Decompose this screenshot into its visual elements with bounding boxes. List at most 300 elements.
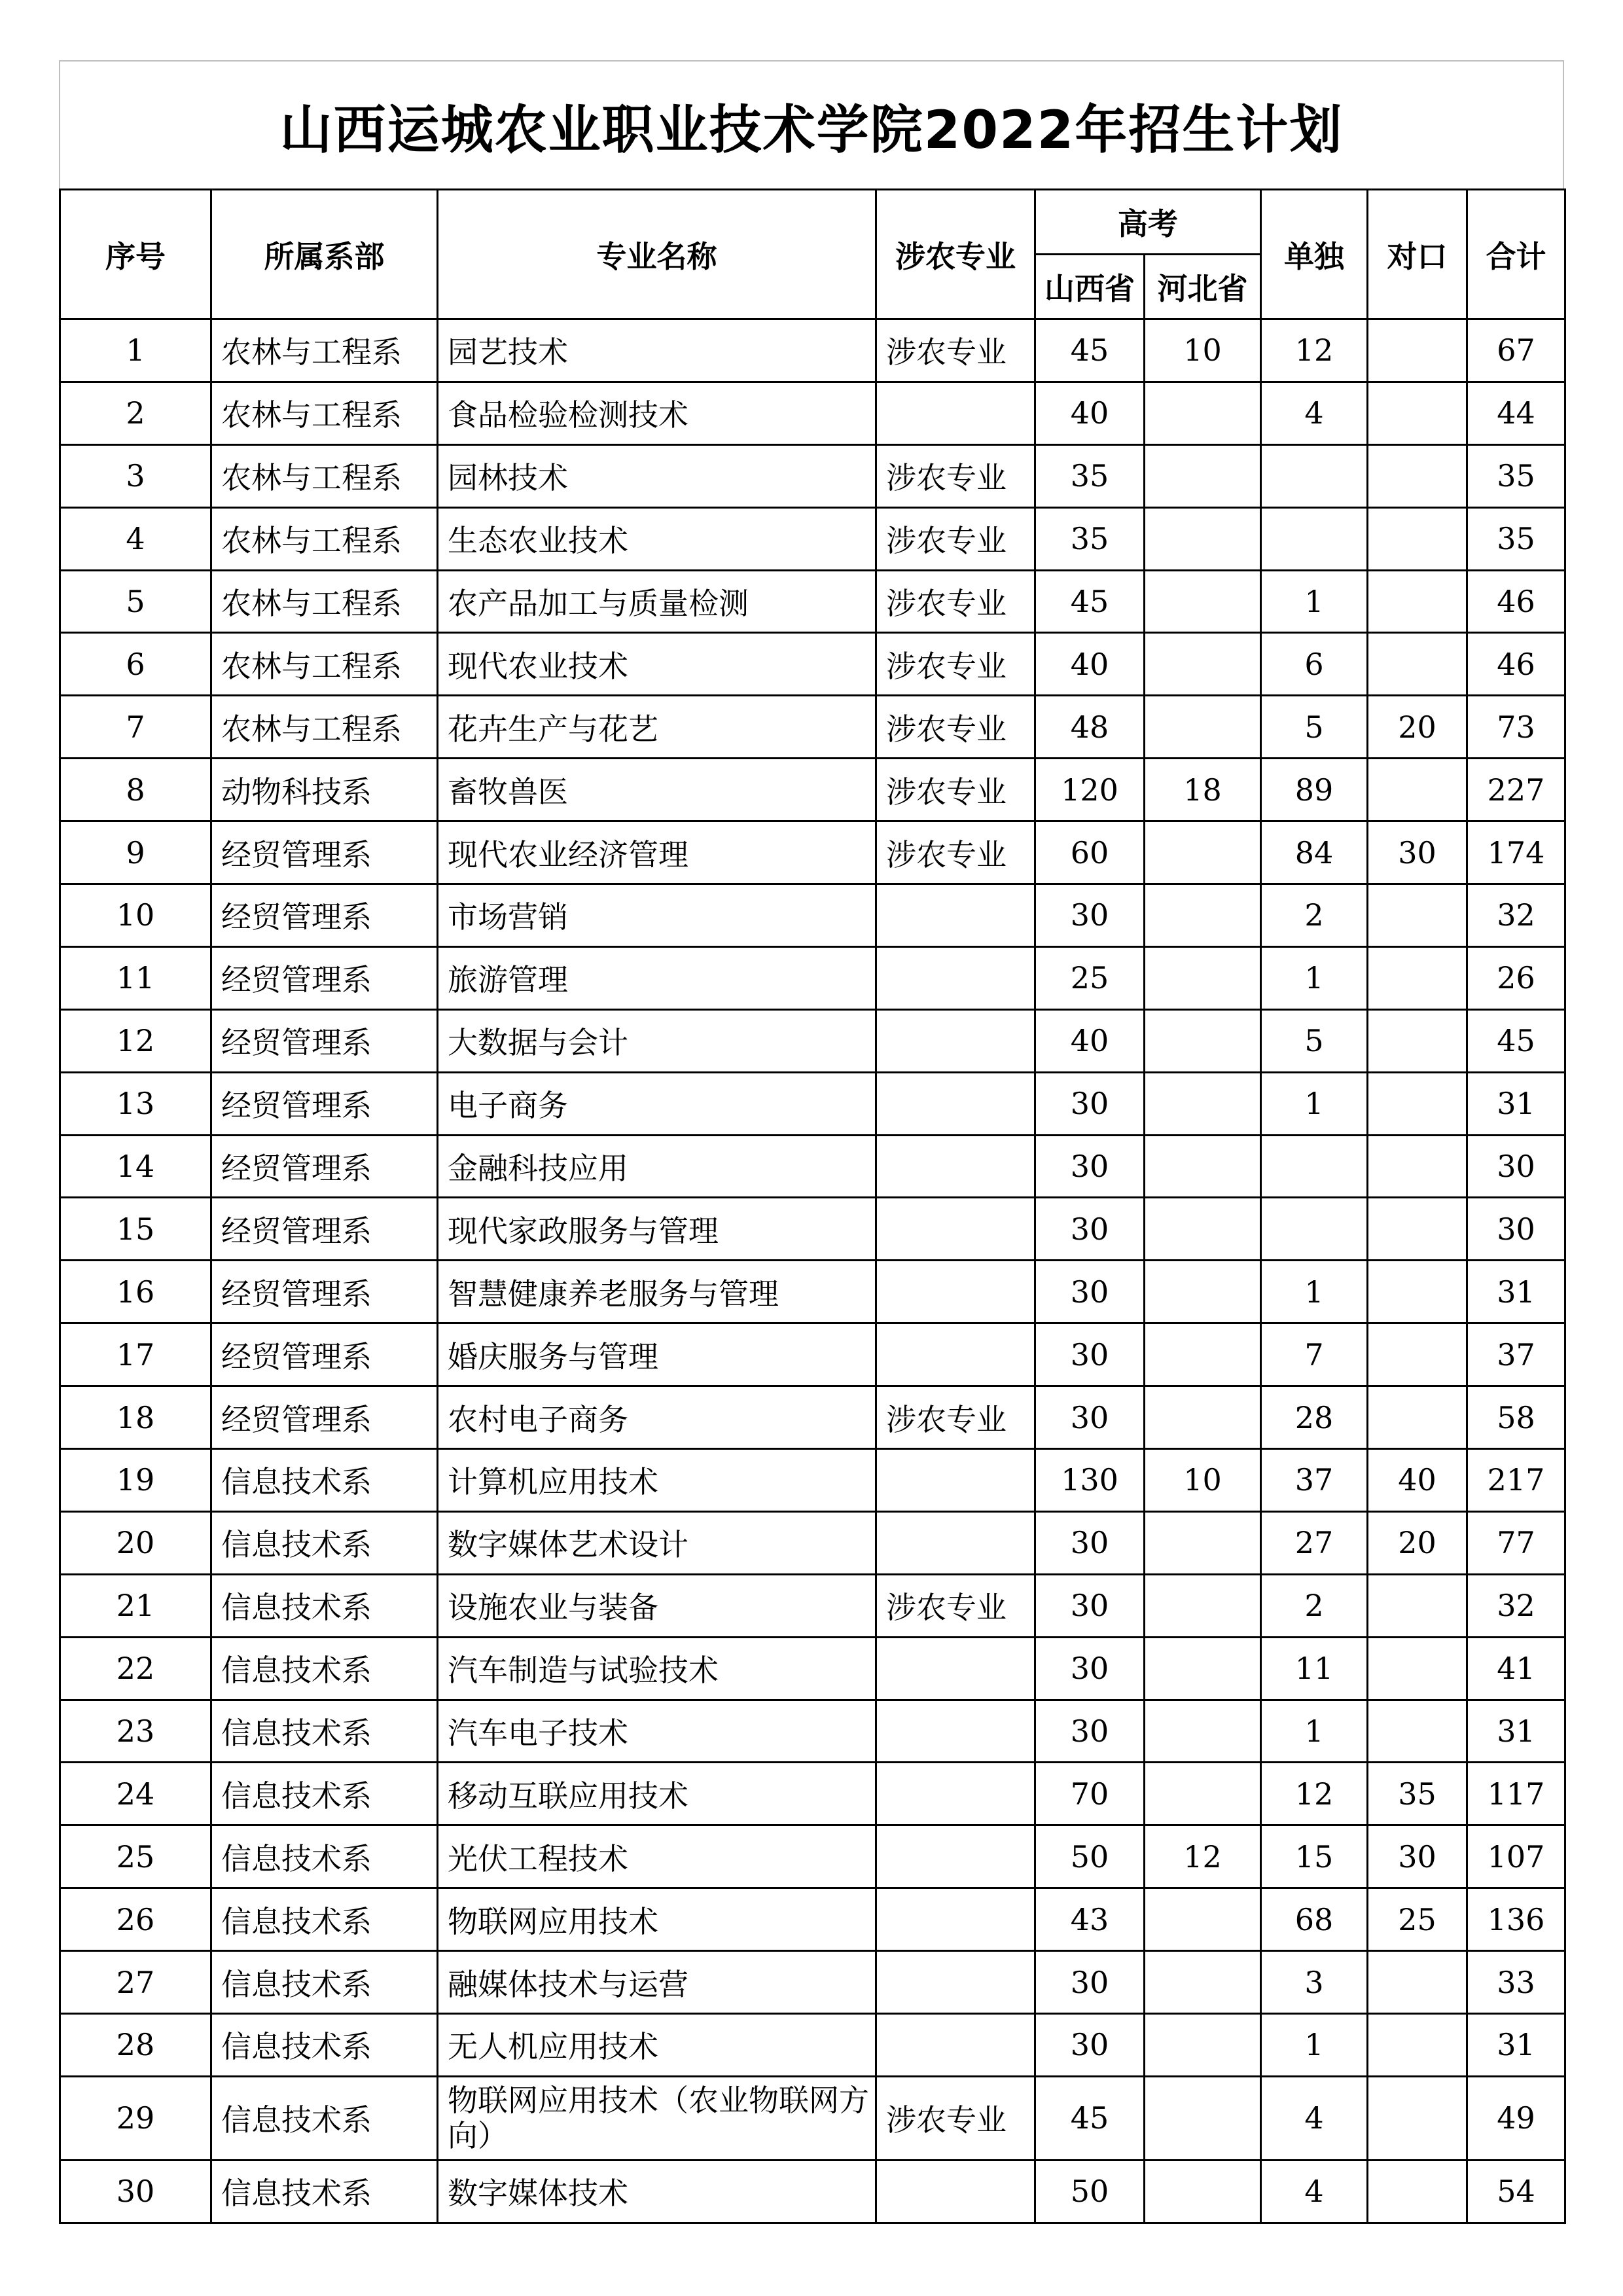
cell-duikou bbox=[1368, 884, 1467, 947]
cell-agri: 涉农专业 bbox=[876, 570, 1035, 633]
cell-single: 15 bbox=[1261, 1825, 1368, 1888]
cell-major: 现代农业技术 bbox=[438, 633, 876, 696]
cell-duikou bbox=[1368, 759, 1467, 821]
cell-total: 44 bbox=[1467, 382, 1565, 444]
cell-single: 12 bbox=[1261, 1763, 1368, 1825]
cell-hebei bbox=[1145, 1888, 1261, 1951]
cell-hebei bbox=[1145, 1072, 1261, 1135]
cell-shanxi: 43 bbox=[1035, 1888, 1145, 1951]
cell-shanxi: 45 bbox=[1035, 319, 1145, 382]
enrollment-table bbox=[59, 188, 1566, 2224]
cell-seq: 17 bbox=[60, 1323, 211, 1386]
table-row bbox=[60, 1511, 1565, 1574]
table-row bbox=[60, 1888, 1565, 1951]
cell-dept: 信息技术系 bbox=[211, 1888, 438, 1951]
cell-total: 35 bbox=[1467, 444, 1565, 507]
cell-shanxi: 30 bbox=[1035, 1135, 1145, 1198]
cell-dept: 经贸管理系 bbox=[211, 1009, 438, 1072]
table-row bbox=[60, 884, 1565, 947]
cell-total: 58 bbox=[1467, 1386, 1565, 1449]
cell-agri bbox=[876, 1009, 1035, 1072]
cell-dept: 经贸管理系 bbox=[211, 1135, 438, 1198]
cell-single: 7 bbox=[1261, 1323, 1368, 1386]
cell-seq: 14 bbox=[60, 1135, 211, 1198]
table-row bbox=[60, 1449, 1565, 1512]
cell-dept: 农林与工程系 bbox=[211, 570, 438, 633]
cell-dept: 信息技术系 bbox=[211, 1511, 438, 1574]
cell-hebei: 10 bbox=[1145, 1449, 1261, 1512]
cell-single bbox=[1261, 444, 1368, 507]
cell-seq: 15 bbox=[60, 1198, 211, 1261]
cell-major: 花卉生产与花艺 bbox=[438, 696, 876, 759]
cell-agri: 涉农专业 bbox=[876, 1386, 1035, 1449]
cell-total: 217 bbox=[1467, 1449, 1565, 1512]
cell-hebei: 10 bbox=[1145, 319, 1261, 382]
cell-duikou bbox=[1368, 1261, 1467, 1323]
table-row bbox=[60, 444, 1565, 507]
table-row bbox=[60, 382, 1565, 444]
cell-hebei bbox=[1145, 570, 1261, 633]
cell-shanxi: 30 bbox=[1035, 1386, 1145, 1449]
cell-major: 现代家政服务与管理 bbox=[438, 1198, 876, 1261]
header-hebei: 河北省 bbox=[1145, 255, 1261, 319]
cell-agri bbox=[876, 1449, 1035, 1512]
cell-shanxi: 40 bbox=[1035, 633, 1145, 696]
cell-shanxi: 40 bbox=[1035, 1009, 1145, 1072]
cell-hebei bbox=[1145, 633, 1261, 696]
enrollment-plan-sheet bbox=[59, 60, 1564, 2278]
cell-duikou bbox=[1368, 1072, 1467, 1135]
table-row bbox=[60, 1574, 1565, 1637]
cell-hebei bbox=[1145, 1261, 1261, 1323]
cell-agri: 涉农专业 bbox=[876, 1574, 1035, 1637]
cell-agri: 涉农专业 bbox=[876, 821, 1035, 884]
cell-seq: 23 bbox=[60, 1700, 211, 1763]
cell-duikou: 25 bbox=[1368, 1888, 1467, 1951]
cell-major: 汽车电子技术 bbox=[438, 1700, 876, 1763]
cell-dept: 信息技术系 bbox=[211, 2076, 438, 2160]
cell-agri bbox=[876, 1135, 1035, 1198]
cell-shanxi: 30 bbox=[1035, 1072, 1145, 1135]
cell-agri bbox=[876, 2160, 1035, 2223]
cell-single: 1 bbox=[1261, 1072, 1368, 1135]
cell-single: 5 bbox=[1261, 1009, 1368, 1072]
cell-seq: 3 bbox=[60, 444, 211, 507]
cell-agri bbox=[876, 1700, 1035, 1763]
cell-seq: 10 bbox=[60, 884, 211, 947]
cell-agri: 涉农专业 bbox=[876, 2076, 1035, 2160]
cell-hebei bbox=[1145, 444, 1261, 507]
cell-major: 电子商务 bbox=[438, 1072, 876, 1135]
cell-duikou: 20 bbox=[1368, 696, 1467, 759]
cell-major: 计算机应用技术 bbox=[438, 1449, 876, 1512]
cell-total: 30 bbox=[1467, 1198, 1565, 1261]
table-row bbox=[60, 1323, 1565, 1386]
table-row bbox=[60, 1386, 1565, 1449]
cell-hebei bbox=[1145, 1951, 1261, 2014]
cell-shanxi: 30 bbox=[1035, 884, 1145, 947]
header-total: 合计 bbox=[1467, 190, 1565, 319]
table-row bbox=[60, 946, 1565, 1009]
cell-shanxi: 40 bbox=[1035, 382, 1145, 444]
cell-major: 智慧健康养老服务与管理 bbox=[438, 1261, 876, 1323]
cell-agri bbox=[876, 1198, 1035, 1261]
cell-seq: 4 bbox=[60, 507, 211, 570]
header-major: 专业名称 bbox=[438, 190, 876, 319]
table-row bbox=[60, 1700, 1565, 1763]
cell-agri bbox=[876, 1511, 1035, 1574]
cell-single: 28 bbox=[1261, 1386, 1368, 1449]
cell-shanxi: 30 bbox=[1035, 1323, 1145, 1386]
cell-total: 117 bbox=[1467, 1763, 1565, 1825]
header-gaokao: 高考 bbox=[1035, 190, 1261, 255]
cell-single: 11 bbox=[1261, 1637, 1368, 1700]
cell-duikou bbox=[1368, 2076, 1467, 2160]
table-row bbox=[60, 2014, 1565, 2077]
cell-dept: 信息技术系 bbox=[211, 1825, 438, 1888]
cell-hebei bbox=[1145, 1386, 1261, 1449]
cell-hebei: 12 bbox=[1145, 1825, 1261, 1888]
cell-single: 4 bbox=[1261, 2160, 1368, 2223]
cell-dept: 经贸管理系 bbox=[211, 821, 438, 884]
cell-agri bbox=[876, 382, 1035, 444]
cell-dept: 信息技术系 bbox=[211, 2014, 438, 2077]
cell-single: 27 bbox=[1261, 1511, 1368, 1574]
cell-seq: 29 bbox=[60, 2076, 211, 2160]
cell-dept: 农林与工程系 bbox=[211, 382, 438, 444]
cell-hebei bbox=[1145, 1637, 1261, 1700]
table-row bbox=[60, 1825, 1565, 1888]
cell-duikou bbox=[1368, 570, 1467, 633]
cell-agri: 涉农专业 bbox=[876, 696, 1035, 759]
cell-total: 54 bbox=[1467, 2160, 1565, 2223]
cell-duikou bbox=[1368, 1574, 1467, 1637]
cell-shanxi: 60 bbox=[1035, 821, 1145, 884]
cell-total: 46 bbox=[1467, 570, 1565, 633]
cell-duikou bbox=[1368, 507, 1467, 570]
cell-seq: 7 bbox=[60, 696, 211, 759]
cell-duikou: 35 bbox=[1368, 1763, 1467, 1825]
cell-total: 32 bbox=[1467, 1574, 1565, 1637]
table-row bbox=[60, 1261, 1565, 1323]
cell-major: 融媒体技术与运营 bbox=[438, 1951, 876, 2014]
cell-shanxi: 30 bbox=[1035, 1951, 1145, 2014]
cell-total: 31 bbox=[1467, 1700, 1565, 1763]
cell-hebei bbox=[1145, 2014, 1261, 2077]
table-row bbox=[60, 507, 1565, 570]
header-row bbox=[60, 190, 1565, 255]
cell-duikou bbox=[1368, 444, 1467, 507]
cell-seq: 13 bbox=[60, 1072, 211, 1135]
cell-agri bbox=[876, 1323, 1035, 1386]
cell-single bbox=[1261, 507, 1368, 570]
cell-shanxi: 48 bbox=[1035, 696, 1145, 759]
cell-dept: 经贸管理系 bbox=[211, 1323, 438, 1386]
cell-total: 33 bbox=[1467, 1951, 1565, 2014]
cell-dept: 信息技术系 bbox=[211, 1700, 438, 1763]
cell-shanxi: 45 bbox=[1035, 2076, 1145, 2160]
cell-single: 1 bbox=[1261, 570, 1368, 633]
cell-seq: 24 bbox=[60, 1763, 211, 1825]
cell-dept: 农林与工程系 bbox=[211, 633, 438, 696]
cell-duikou bbox=[1368, 1323, 1467, 1386]
cell-seq: 9 bbox=[60, 821, 211, 884]
cell-total: 107 bbox=[1467, 1825, 1565, 1888]
table-row bbox=[60, 570, 1565, 633]
cell-total: 46 bbox=[1467, 633, 1565, 696]
cell-total: 37 bbox=[1467, 1323, 1565, 1386]
cell-seq: 18 bbox=[60, 1386, 211, 1449]
cell-major: 农产品加工与质量检测 bbox=[438, 570, 876, 633]
cell-agri: 涉农专业 bbox=[876, 444, 1035, 507]
cell-duikou bbox=[1368, 2160, 1467, 2223]
cell-duikou bbox=[1368, 1198, 1467, 1261]
table-row bbox=[60, 1763, 1565, 1825]
cell-agri: 涉农专业 bbox=[876, 319, 1035, 382]
cell-hebei bbox=[1145, 382, 1261, 444]
table-row bbox=[60, 759, 1565, 821]
table-row bbox=[60, 1951, 1565, 2014]
cell-shanxi: 70 bbox=[1035, 1763, 1145, 1825]
table-row bbox=[60, 2076, 1565, 2160]
cell-total: 31 bbox=[1467, 1072, 1565, 1135]
cell-single bbox=[1261, 1135, 1368, 1198]
cell-hebei bbox=[1145, 1323, 1261, 1386]
cell-seq: 16 bbox=[60, 1261, 211, 1323]
table-row bbox=[60, 1135, 1565, 1198]
table-row bbox=[60, 821, 1565, 884]
cell-total: 31 bbox=[1467, 1261, 1565, 1323]
cell-shanxi: 30 bbox=[1035, 1261, 1145, 1323]
cell-dept: 经贸管理系 bbox=[211, 1198, 438, 1261]
cell-shanxi: 30 bbox=[1035, 1637, 1145, 1700]
cell-agri bbox=[876, 884, 1035, 947]
cell-seq: 21 bbox=[60, 1574, 211, 1637]
cell-single: 1 bbox=[1261, 1700, 1368, 1763]
cell-seq: 27 bbox=[60, 1951, 211, 2014]
cell-major: 食品检验检测技术 bbox=[438, 382, 876, 444]
table-row bbox=[60, 1072, 1565, 1135]
cell-single: 5 bbox=[1261, 696, 1368, 759]
header-duikou: 对口 bbox=[1368, 190, 1467, 319]
cell-major: 生态农业技术 bbox=[438, 507, 876, 570]
cell-total: 67 bbox=[1467, 319, 1565, 382]
page-title: 山西运城农业职业技术学院2022年招生计划 bbox=[279, 99, 1344, 160]
cell-agri bbox=[876, 1951, 1035, 2014]
cell-hebei bbox=[1145, 1135, 1261, 1198]
table-row bbox=[60, 1198, 1565, 1261]
cell-hebei bbox=[1145, 696, 1261, 759]
cell-shanxi: 30 bbox=[1035, 1574, 1145, 1637]
table-row bbox=[60, 1009, 1565, 1072]
cell-total: 30 bbox=[1467, 1135, 1565, 1198]
cell-shanxi: 130 bbox=[1035, 1449, 1145, 1512]
table-row bbox=[60, 1637, 1565, 1700]
cell-hebei bbox=[1145, 507, 1261, 570]
cell-dept: 农林与工程系 bbox=[211, 507, 438, 570]
cell-duikou bbox=[1368, 1386, 1467, 1449]
table-row bbox=[60, 2160, 1565, 2223]
cell-total: 73 bbox=[1467, 696, 1565, 759]
cell-single: 4 bbox=[1261, 382, 1368, 444]
cell-seq: 19 bbox=[60, 1449, 211, 1512]
cell-seq: 25 bbox=[60, 1825, 211, 1888]
cell-major: 移动互联应用技术 bbox=[438, 1763, 876, 1825]
cell-dept: 经贸管理系 bbox=[211, 946, 438, 1009]
cell-dept: 经贸管理系 bbox=[211, 1386, 438, 1449]
cell-seq: 30 bbox=[60, 2160, 211, 2223]
cell-major: 无人机应用技术 bbox=[438, 2014, 876, 2077]
cell-major: 园林技术 bbox=[438, 444, 876, 507]
cell-duikou: 30 bbox=[1368, 821, 1467, 884]
cell-duikou: 20 bbox=[1368, 1511, 1467, 1574]
cell-hebei bbox=[1145, 1700, 1261, 1763]
cell-hebei: 18 bbox=[1145, 759, 1261, 821]
cell-shanxi: 30 bbox=[1035, 1198, 1145, 1261]
cell-hebei bbox=[1145, 884, 1261, 947]
cell-duikou bbox=[1368, 1700, 1467, 1763]
cell-total: 41 bbox=[1467, 1637, 1565, 1700]
cell-major: 设施农业与装备 bbox=[438, 1574, 876, 1637]
cell-major: 市场营销 bbox=[438, 884, 876, 947]
header-agri: 涉农专业 bbox=[876, 190, 1035, 319]
cell-major: 园艺技术 bbox=[438, 319, 876, 382]
cell-agri bbox=[876, 2014, 1035, 2077]
cell-major: 农村电子商务 bbox=[438, 1386, 876, 1449]
cell-agri bbox=[876, 1072, 1035, 1135]
cell-agri bbox=[876, 1637, 1035, 1700]
cell-duikou bbox=[1368, 1637, 1467, 1700]
cell-seq: 12 bbox=[60, 1009, 211, 1072]
cell-seq: 26 bbox=[60, 1888, 211, 1951]
cell-duikou bbox=[1368, 319, 1467, 382]
cell-major: 物联网应用技术 bbox=[438, 1888, 876, 1951]
header-shanxi: 山西省 bbox=[1035, 255, 1145, 319]
cell-shanxi: 120 bbox=[1035, 759, 1145, 821]
cell-duikou bbox=[1368, 946, 1467, 1009]
table-row bbox=[60, 319, 1565, 382]
cell-seq: 28 bbox=[60, 2014, 211, 2077]
cell-single: 2 bbox=[1261, 1574, 1368, 1637]
cell-hebei bbox=[1145, 1198, 1261, 1261]
cell-total: 35 bbox=[1467, 507, 1565, 570]
cell-shanxi: 30 bbox=[1035, 1700, 1145, 1763]
cell-agri bbox=[876, 946, 1035, 1009]
cell-dept: 动物科技系 bbox=[211, 759, 438, 821]
cell-dept: 信息技术系 bbox=[211, 2160, 438, 2223]
cell-seq: 1 bbox=[60, 319, 211, 382]
cell-agri bbox=[876, 1888, 1035, 1951]
cell-major: 光伏工程技术 bbox=[438, 1825, 876, 1888]
cell-seq: 5 bbox=[60, 570, 211, 633]
cell-seq: 20 bbox=[60, 1511, 211, 1574]
cell-major: 数字媒体艺术设计 bbox=[438, 1511, 876, 1574]
cell-dept: 经贸管理系 bbox=[211, 1261, 438, 1323]
cell-dept: 经贸管理系 bbox=[211, 1072, 438, 1135]
cell-single: 89 bbox=[1261, 759, 1368, 821]
cell-major: 大数据与会计 bbox=[438, 1009, 876, 1072]
table-row bbox=[60, 696, 1565, 759]
cell-shanxi: 45 bbox=[1035, 570, 1145, 633]
cell-total: 49 bbox=[1467, 2076, 1565, 2160]
cell-dept: 信息技术系 bbox=[211, 1951, 438, 2014]
cell-duikou bbox=[1368, 633, 1467, 696]
cell-total: 26 bbox=[1467, 946, 1565, 1009]
cell-seq: 11 bbox=[60, 946, 211, 1009]
cell-shanxi: 30 bbox=[1035, 2014, 1145, 2077]
cell-hebei bbox=[1145, 821, 1261, 884]
cell-shanxi: 25 bbox=[1035, 946, 1145, 1009]
cell-duikou bbox=[1368, 1135, 1467, 1198]
cell-major: 汽车制造与试验技术 bbox=[438, 1637, 876, 1700]
cell-shanxi: 50 bbox=[1035, 1825, 1145, 1888]
cell-hebei bbox=[1145, 946, 1261, 1009]
cell-major: 畜牧兽医 bbox=[438, 759, 876, 821]
cell-single: 1 bbox=[1261, 1261, 1368, 1323]
cell-agri: 涉农专业 bbox=[876, 633, 1035, 696]
cell-agri bbox=[876, 1825, 1035, 1888]
cell-single: 1 bbox=[1261, 946, 1368, 1009]
cell-major: 数字媒体技术 bbox=[438, 2160, 876, 2223]
cell-duikou bbox=[1368, 1009, 1467, 1072]
cell-dept: 农林与工程系 bbox=[211, 319, 438, 382]
cell-agri bbox=[876, 1261, 1035, 1323]
cell-hebei bbox=[1145, 2160, 1261, 2223]
cell-total: 31 bbox=[1467, 2014, 1565, 2077]
cell-duikou: 30 bbox=[1368, 1825, 1467, 1888]
table-row bbox=[60, 633, 1565, 696]
cell-total: 77 bbox=[1467, 1511, 1565, 1574]
cell-dept: 信息技术系 bbox=[211, 1637, 438, 1700]
cell-single: 12 bbox=[1261, 319, 1368, 382]
cell-single: 6 bbox=[1261, 633, 1368, 696]
cell-major: 物联网应用技术（农业物联网方向） bbox=[438, 2076, 876, 2160]
cell-shanxi: 30 bbox=[1035, 1511, 1145, 1574]
cell-single bbox=[1261, 1198, 1368, 1261]
cell-total: 32 bbox=[1467, 884, 1565, 947]
cell-seq: 22 bbox=[60, 1637, 211, 1700]
cell-seq: 6 bbox=[60, 633, 211, 696]
cell-dept: 信息技术系 bbox=[211, 1763, 438, 1825]
table-body bbox=[60, 319, 1565, 2223]
cell-shanxi: 35 bbox=[1035, 444, 1145, 507]
title-box bbox=[59, 60, 1564, 188]
cell-single: 68 bbox=[1261, 1888, 1368, 1951]
cell-duikou bbox=[1368, 2014, 1467, 2077]
cell-agri: 涉农专业 bbox=[876, 507, 1035, 570]
cell-total: 45 bbox=[1467, 1009, 1565, 1072]
cell-total: 174 bbox=[1467, 821, 1565, 884]
cell-shanxi: 35 bbox=[1035, 507, 1145, 570]
cell-hebei bbox=[1145, 1511, 1261, 1574]
cell-single: 2 bbox=[1261, 884, 1368, 947]
cell-duikou: 40 bbox=[1368, 1449, 1467, 1512]
cell-single: 84 bbox=[1261, 821, 1368, 884]
cell-total: 227 bbox=[1467, 759, 1565, 821]
cell-hebei bbox=[1145, 1574, 1261, 1637]
cell-single: 4 bbox=[1261, 2076, 1368, 2160]
cell-major: 旅游管理 bbox=[438, 946, 876, 1009]
cell-duikou bbox=[1368, 382, 1467, 444]
cell-hebei bbox=[1145, 1009, 1261, 1072]
cell-hebei bbox=[1145, 2076, 1261, 2160]
header-single: 单独 bbox=[1261, 190, 1368, 319]
cell-dept: 农林与工程系 bbox=[211, 444, 438, 507]
cell-hebei bbox=[1145, 1763, 1261, 1825]
cell-seq: 8 bbox=[60, 759, 211, 821]
cell-major: 金融科技应用 bbox=[438, 1135, 876, 1198]
header-dept: 所属系部 bbox=[211, 190, 438, 319]
